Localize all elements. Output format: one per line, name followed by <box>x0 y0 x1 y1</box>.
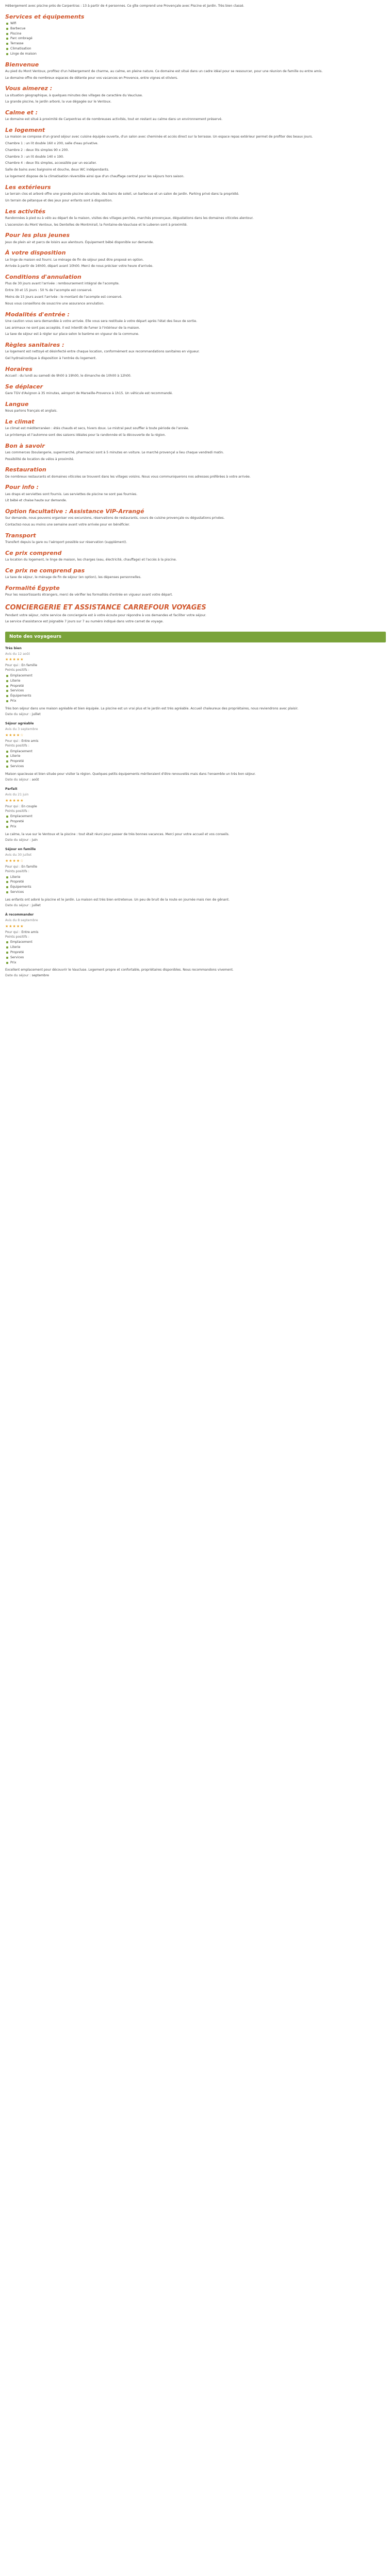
review-liked <box>5 809 386 814</box>
review-item <box>5 787 386 842</box>
stay-date-value: juin <box>31 838 38 842</box>
review-criterion: Emplacement <box>5 815 386 819</box>
review-item <box>5 722 386 782</box>
section-option <box>5 508 386 528</box>
review-title: Très bien <box>5 646 22 650</box>
section-disposition <box>5 249 386 269</box>
section-paragraph: Le printemps et l'automne sont des saisons idéales pour la randonnée et la découverte de la région. <box>5 433 166 437</box>
section-title: Se déplacer <box>5 383 43 390</box>
review-for-whom <box>5 739 386 744</box>
service-item: Climatisation <box>5 47 386 52</box>
section-paragraph: Plus de 30 jours avant l'arrivée : remboursement intégral de l'acompte. <box>5 282 120 286</box>
service-item: Parc ombragé <box>5 37 386 41</box>
review-criterion: Services <box>5 689 386 693</box>
section-paragraph: La grande piscine, le jardin arboré, la vue dégagée sur le Ventoux. <box>5 100 112 104</box>
service-item: Linge de maison <box>5 52 386 57</box>
section-title: Règles sanitaires : <box>5 342 64 349</box>
section-paragraph: De nombreux restaurants et domaines viticoles se trouvent dans les villages voisins. Nous vous communiquerons nos adresses préférées à votre arrivée. <box>5 474 251 479</box>
review-item <box>5 848 386 908</box>
section-paragraph: Les draps et serviettes sont fournis. Les serviettes de piscine ne sont pas fournies. <box>5 492 138 496</box>
section-paragraph: La situation géographique, à quelques minutes des villages de caractère du Vaucluse. <box>5 93 143 97</box>
section-conciergerie <box>5 604 386 624</box>
section-title: CONCIERGERIE ET ASSISTANCE CARREFOUR VOYAGES <box>5 603 206 612</box>
section-paragraph: Pendant votre séjour, notre service de conciergerie est à votre écoute pour répondre à vos demandes et faciliter votre séjour. <box>5 613 206 617</box>
review-item <box>5 913 386 978</box>
section-paragraph: Sur demande, nous pouvons organiser vos excursions, réservations de restaurants, cours de cuisine provençale ou dégustations privées. <box>5 516 225 520</box>
section-paragraph: Chambre 3 : un lit double 140 x 190. <box>5 155 64 159</box>
for-whom-value: En famille <box>21 865 38 869</box>
section-title: Conditions d'annulation <box>5 274 82 281</box>
stay-date-label: Date du séjour : <box>5 712 31 716</box>
stay-date-value: juillet <box>31 903 41 907</box>
review-criterion: Services <box>5 765 386 769</box>
liked-label: Points positifs : <box>5 668 29 672</box>
liked-label: Points positifs : <box>5 743 29 748</box>
section-paragraph: Le logement dispose de la climatisation réversible ainsi que d'un chauffage central pour les séjours hors saison. <box>5 175 185 179</box>
review-stay-date <box>5 713 386 717</box>
section-paragraph: Contactez-nous au moins une semaine avant votre arrivée pour en bénéficier. <box>5 523 130 527</box>
section-title: Horaires <box>5 365 32 372</box>
liked-label: Points positifs : <box>5 869 29 873</box>
review-date: Avis du 8 septembre <box>5 919 38 923</box>
for-whom-label: Pour qui : <box>5 865 21 869</box>
section-vous-aimerez <box>5 85 386 105</box>
section-paragraph: Lit bébé et chaise haute sur demande. <box>5 499 67 503</box>
reviews-list <box>5 647 386 978</box>
review-title: À recommander <box>5 913 34 917</box>
review-criterion: Literie <box>5 945 386 950</box>
review-criteria-list <box>5 875 386 895</box>
section-title: Le climat <box>5 418 35 425</box>
review-criterion: Prix <box>5 825 386 829</box>
for-whom-label: Pour qui : <box>5 739 21 743</box>
section-paragraph: Au pied du Mont Ventoux, profitez d'un hébergement de charme, au calme, en pleine nature. Ce domaine est situé dans un cadre idéal pour se ressourcer, pour une réunion de famille ou entre amis. <box>5 69 323 73</box>
section-paragraph: Jeux de plein air et parcs de loisirs aux alentours. Équipement bébé disponible sur demande. <box>5 240 154 244</box>
review-text: Excellent emplacement pour découvrir le Vaucluse. Logement propre et confortable, propriétaires disponibles. Nous recommandons vivement. <box>5 968 234 972</box>
review-date: Avis du 3 septembre <box>5 727 38 732</box>
review-liked <box>5 935 386 940</box>
rating-stars-icon: ★★★★☆ <box>5 859 24 863</box>
review-criterion: Propreté <box>5 684 386 689</box>
section-logement <box>5 127 386 179</box>
for-whom-label: Pour qui : <box>5 804 21 808</box>
review-text: Maison spacieuse et bien située pour visiter la région. Quelques petits équipements mériteraient d'être renouvelés mais dans l'ensemble un très bon séjour. <box>5 772 256 776</box>
for-whom-value: Entre amis <box>21 739 39 743</box>
section-title: Ce prix comprend <box>5 549 62 556</box>
section-paragraph: Possibilité de location de vélos à proximité. <box>5 457 74 461</box>
review-liked <box>5 668 386 673</box>
section-paragraph: Pour les ressortissants étrangers, merci de vérifier les formalités d'entrée en vigueur avant votre départ. <box>5 593 173 597</box>
section-title: Transport <box>5 532 36 539</box>
review-criteria-list <box>5 815 386 829</box>
review-criteria-list <box>5 674 386 704</box>
review-criterion: Propreté <box>5 880 386 885</box>
intro-text: Hébergement avec piscine près de Carpentras : 13 à partir de 4 personnes. Ce gîte comprend une Provençale avec Piscine et Jardin. Très bien classé. <box>5 4 245 8</box>
section-formalites <box>5 585 386 598</box>
section-horaires <box>5 366 386 379</box>
section-title: Bienvenue <box>5 61 39 68</box>
stay-date-label: Date du séjour : <box>5 974 31 978</box>
section-paragraph: Gel hydroalcoolique à disposition à l'entrée du logement. <box>5 357 97 361</box>
section-bienvenue <box>5 61 386 81</box>
review-criterion: Emplacement <box>5 674 386 679</box>
section-paragraph: Un terrain de pétanque et des jeux pour enfants sont à disposition. <box>5 198 113 202</box>
review-criterion: Prix <box>5 961 386 965</box>
section-title: Restauration <box>5 466 46 473</box>
section-paragraph: Le service d'assistance est joignable 7 jours sur 7 au numéro indiqué dans votre carnet de voyage. <box>5 620 164 624</box>
rating-stars-icon: ★★★★★ <box>5 657 24 662</box>
stay-date-label: Date du séjour : <box>5 838 31 842</box>
section-paragraph: Le climat est méditerranéen : étés chauds et secs, hivers doux. Le mistral peut souffler à toute période de l'année. <box>5 427 189 431</box>
section-paragraph: Nous parlons français et anglais. <box>5 409 58 413</box>
for-whom-value: Entre amis <box>21 930 39 934</box>
section-services <box>5 13 386 57</box>
review-for-whom <box>5 930 386 935</box>
section-paragraph: La maison se compose d'un grand séjour avec cuisine équipée ouverte, d'un salon avec cheminée et accès direct sur la terrasse. Un espace repas extérieur permet de profiter des beaux jours. <box>5 135 313 139</box>
rating-stars-icon: ★★★★★ <box>5 798 24 803</box>
section-conditions <box>5 274 386 306</box>
stay-date-label: Date du séjour : <box>5 777 31 782</box>
section-paragraph: Nous vous conseillons de souscrire une assurance annulation. <box>5 301 105 306</box>
section-paragraph: Chambre 2 : deux lits simples 90 x 200. <box>5 148 69 152</box>
review-date: Avis du 30 juillet <box>5 853 32 857</box>
review-for-whom <box>5 865 386 870</box>
review-date: Avis du 12 août <box>5 652 30 656</box>
review-text: Très bon séjour dans une maison agréable et bien équipée. La piscine est un vrai plus et le jardin est très agréable. Accueil chaleureux des propriétaires, nous reviendrons avec plaisir. <box>5 706 299 710</box>
review-criterion: Literie <box>5 679 386 684</box>
section-paragraph: Le domaine est situé à proximité de Carpentras et de nombreuses activités, tout en restant au calme dans un environnement préservé. <box>5 117 223 122</box>
section-ce-prix <box>5 550 386 563</box>
section-paragraph: Chambre 1 : un lit double 160 x 200, salle d'eau privative. <box>5 142 99 146</box>
review-stay-date <box>5 778 386 783</box>
section-paragraph: L'ascension du Mont Ventoux, les Dentelles de Montmirail, la Fontaine-de-Vaucluse et le Luberon sont à proximité. <box>5 223 188 227</box>
section-ce-prix-ne <box>5 567 386 580</box>
liked-label: Points positifs : <box>5 809 29 813</box>
review-criteria-list <box>5 940 386 965</box>
section-bon-savoir <box>5 443 386 462</box>
stay-date-value: juillet <box>31 712 41 716</box>
section-title: Langue <box>5 400 29 408</box>
section-modalites <box>5 311 386 337</box>
service-item: Barbecue <box>5 27 386 31</box>
section-title: Modalités d'entrée : <box>5 311 70 318</box>
reviews-header: Note des voyageurs <box>5 632 386 642</box>
service-item: Terrasse <box>5 42 386 46</box>
section-title: Services et équipements <box>5 13 85 20</box>
review-title: Parfait <box>5 787 18 791</box>
review-criterion: Services <box>5 890 386 895</box>
section-title: Pour info : <box>5 484 39 491</box>
section-title: Option facultative : Assistance VIP-Arrangé <box>5 508 144 515</box>
review-date: Avis du 21 juin <box>5 793 29 797</box>
review-criterion: Équipements <box>5 885 386 890</box>
section-paragraph: Randonnées à pied ou à vélo au départ de la maison, visites des villages perchés, marchés provençaux, dégustations dans les domaines viticoles alentour. <box>5 216 254 220</box>
review-text: Le calme, la vue sur le Ventoux et la piscine : tout était réuni pour passer de très bonnes vacances. Merci pour votre accueil et vos conseils. <box>5 832 230 836</box>
for-whom-label: Pour qui : <box>5 664 21 668</box>
stay-date-label: Date du séjour : <box>5 903 31 907</box>
section-title: Pour les plus jeunes <box>5 232 70 239</box>
review-criterion: Équipements <box>5 694 386 699</box>
review-liked <box>5 744 386 749</box>
section-title: Les activités <box>5 208 46 215</box>
review-for-whom <box>5 805 386 809</box>
review-stay-date <box>5 904 386 908</box>
review-title: Séjour agréable <box>5 722 34 726</box>
review-criterion: Emplacement <box>5 750 386 754</box>
section-exterieur <box>5 184 386 204</box>
section-paragraph: Gare TGV d'Avignon à 35 minutes, aéroport de Marseille-Provence à 1h15. Un véhicule est recommandé. <box>5 392 173 396</box>
review-for-whom <box>5 664 386 668</box>
section-paragraph: Arrivée à partir de 16h00, départ avant 10h00. Merci de nous préciser votre heure d'arrivée. <box>5 264 153 268</box>
section-langue <box>5 401 386 414</box>
section-pour-info <box>5 484 386 503</box>
section-title: Formalité Égypte <box>5 584 60 591</box>
rating-stars-icon: ★★★★☆ <box>5 733 24 737</box>
review-criterion: Propreté <box>5 759 386 764</box>
review-title: Séjour en famille <box>5 848 36 852</box>
review-criterion: Prix <box>5 699 386 704</box>
section-title: Vous aimerez : <box>5 85 53 92</box>
review-criterion: Propreté <box>5 820 386 824</box>
section-paragraph: Une caution vous sera demandée à votre arrivée. Elle vous sera restituée à votre départ après l'état des lieux de sortie. <box>5 319 198 323</box>
service-item: Wifi <box>5 22 386 26</box>
service-item: Piscine <box>5 32 386 37</box>
review-liked <box>5 870 386 874</box>
review-criterion: Services <box>5 956 386 960</box>
section-calme <box>5 109 386 122</box>
review-criterion: Literie <box>5 875 386 880</box>
section-title: Bon à savoir <box>5 442 45 449</box>
page <box>0 0 391 991</box>
section-transport <box>5 532 386 545</box>
section-title: Les extérieurs <box>5 183 51 191</box>
section-reglement <box>5 342 386 361</box>
for-whom-value: En couple <box>21 804 37 808</box>
section-paragraph: Les animaux ne sont pas acceptés. Il est interdit de fumer à l'intérieur de la maison. <box>5 326 140 330</box>
section-paragraph: La taxe de séjour est à régler sur place selon le barème en vigueur de la commune. <box>5 332 139 336</box>
section-paragraph: Le terrain clos et arboré offre une grande piscine sécurisée, des bains de soleil, un barbecue et un salon de jardin. Parking privé dans la propriété. <box>5 192 239 196</box>
review-text: Les enfants ont adoré la piscine et le jardin. La maison est très bien entretenue. Un peu de bruit de la route en journée mais rien de gênant. <box>5 897 230 902</box>
section-paragraph: Chambre 4 : deux lits simples, accessible par un escalier. <box>5 161 97 165</box>
review-item <box>5 647 386 717</box>
section-paragraph: Salle de bains avec baignoire et douche, deux WC indépendants. <box>5 168 109 172</box>
review-stay-date <box>5 974 386 978</box>
section-paragraph: Transfert depuis la gare ou l'aéroport possible sur réservation (supplément). <box>5 540 127 545</box>
review-stay-date <box>5 838 386 843</box>
for-whom-value: En famille <box>21 664 38 668</box>
content-sections <box>5 13 386 624</box>
section-paragraph: Le linge de maison est fourni. Le ménage de fin de séjour peut être proposé en option. <box>5 258 144 262</box>
review-criterion: Emplacement <box>5 940 386 945</box>
section-title: Le logement <box>5 127 45 134</box>
section-title: Calme et : <box>5 109 38 116</box>
section-activites <box>5 208 386 228</box>
section-restauration <box>5 466 386 479</box>
for-whom-label: Pour qui : <box>5 930 21 934</box>
review-criterion: Propreté <box>5 951 386 955</box>
section-pour-les-jeunes <box>5 232 386 245</box>
stay-date-value: août <box>31 777 39 782</box>
section-deplacer <box>5 383 386 396</box>
review-criterion: Literie <box>5 754 386 759</box>
review-criteria-list <box>5 750 386 769</box>
section-paragraph: Entre 30 et 15 jours : 50 % de l'acompte est conservé. <box>5 289 93 293</box>
section-paragraph: Accueil : du lundi au samedi de 9h00 à 19h00, le dimanche de 10h00 à 12h00. <box>5 374 132 378</box>
section-paragraph: Les commerces (boulangerie, supermarché, pharmacie) sont à 5 minutes en voiture. Le marché provençal a lieu chaque vendredi matin. <box>5 450 224 454</box>
rating-stars-icon: ★★★★★ <box>5 924 24 928</box>
section-title: Ce prix ne comprend pas <box>5 567 85 574</box>
section-paragraph: La taxe de séjour, le ménage de fin de séjour (en option), les dépenses personnelles. <box>5 575 141 580</box>
liked-label: Points positifs : <box>5 935 29 939</box>
section-paragraph: Le logement est nettoyé et désinfecté entre chaque location, conformément aux recommandations sanitaires en vigueur. <box>5 350 200 354</box>
section-title: À votre disposition <box>5 249 66 257</box>
section-paragraph: Le domaine offre de nombreux espaces de détente pour vos vacances en Provence, entre vignes et oliviers. <box>5 76 178 80</box>
section-climat <box>5 418 386 438</box>
stay-date-value: septembre <box>31 974 49 978</box>
section-paragraph: La location du logement, le linge de maison, les charges (eau, électricité, chauffage) et l'accès à la piscine. <box>5 558 177 562</box>
service-list <box>5 22 386 57</box>
section-paragraph: Moins de 15 jours avant l'arrivée : le montant de l'acompte est conservé. <box>5 295 122 299</box>
